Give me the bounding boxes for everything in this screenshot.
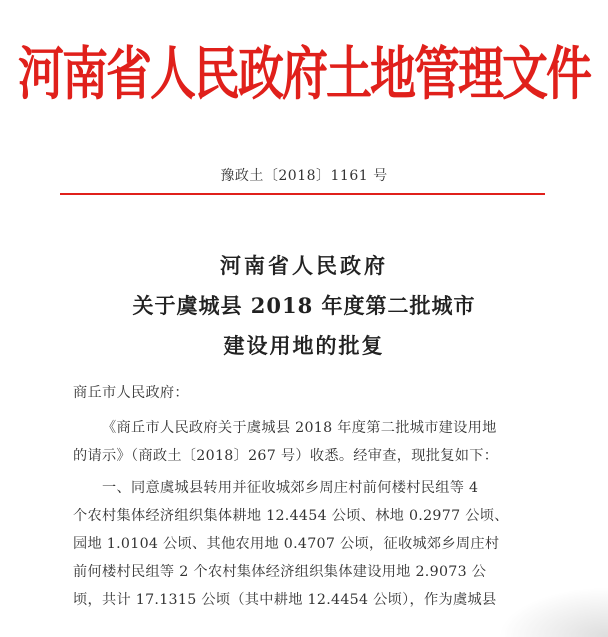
paragraph-line: 前何楼村民组等 2 个农村集体经济组织集体建设用地 2.9073 公 [73,564,487,580]
document-number: 豫政土〔2018〕1161 号 [220,168,388,184]
paragraph-request-reference [73,414,558,470]
document-title-line-2: 关于虞城县 2018 年度第二批城市 [132,293,476,318]
paragraph-line: 个农村集体经济组织集体耕地 12.4454 公顷、林地 0.2977 公顷、 [73,508,509,524]
paragraph-line: 一、同意虞城县转用并征收城郊乡周庄村前何楼村民组等 4 [102,480,479,496]
paragraph-line: 的请示》（商政土〔2018〕267 号）收悉。经审查，现批复如下： [73,448,499,464]
addressee: 商丘市人民政府： [73,385,189,401]
issuer-masthead: 河南省人民政府土地管理文件 [18,39,590,108]
document-title-line-3: 建设用地的批复 [223,333,385,358]
document-title-line-1: 河南省人民政府 [220,253,388,278]
paragraph-approval-item-1 [73,474,558,614]
paragraph-line: 园地 1.0104 公顷、其他农用地 0.4707 公顷，征收城郊乡周庄村 [73,536,500,552]
paragraph-line: 《商丘市人民政府关于虞城县 2018 年度第二批城市建设用地 [102,420,497,436]
red-divider-line [60,193,545,195]
paragraph-line: 顷，共计 17.1315 公顷（其中耕地 12.4454 公顷），作为虞城县 [73,592,497,608]
